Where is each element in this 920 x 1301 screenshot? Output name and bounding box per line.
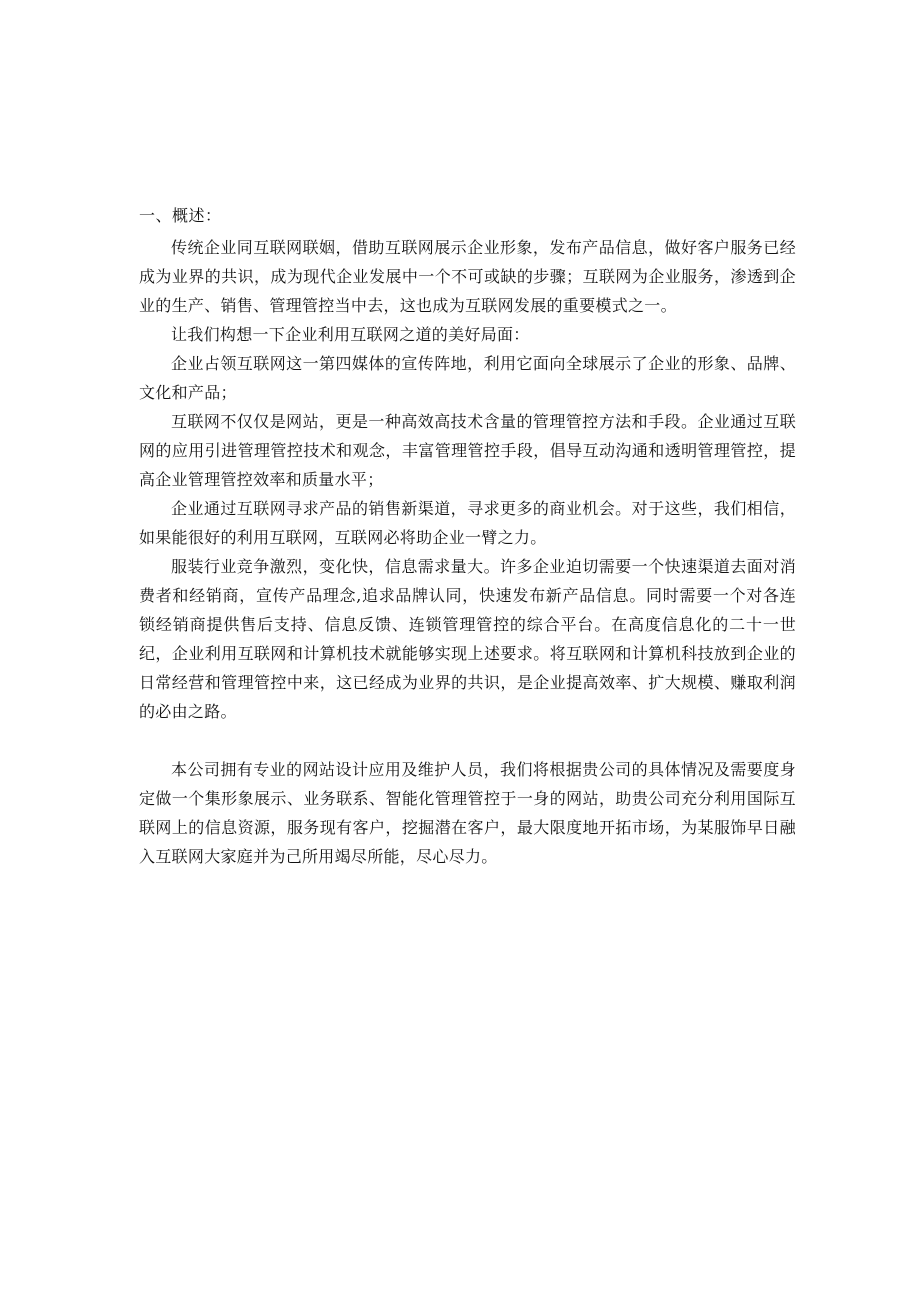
paragraph-intro: 传统企业同互联网联姻，借助互联网展示企业形象，发布产品信息，做好客户服务已经成为业界的共识，成为现代企业发展中一个不可或缺的步骤；互联网为企业服务，渗透到企业的生产、销售、管理管控当中去，这也成为互联网发展的重要模式之一。 (139, 238, 796, 315)
paragraph-branding: 企业占领互联网这一第四媒体的宣传阵地，利用它面向全球展示了企业的形象、品牌、文化和产品； (139, 354, 796, 402)
section-heading: 一、概述： (139, 206, 222, 225)
paragraph-spacer (139, 726, 796, 755)
document-page (139, 203, 796, 871)
paragraph-vision: 让我们构想一下企业利用互联网之道的美好局面： (171, 325, 530, 344)
paragraph-sales-channels: 企业通过互联网寻求产品的销售新渠道，寻求更多的商业机会。对于这些，我们相信，如果能很好的利用互联网，互联网必将助企业一臂之力。 (139, 499, 796, 547)
paragraph-management: 互联网不仅仅是网站，更是一种高效高技术含量的管理管控方法和手段。企业通过互联网的应用引进管理管控技术和观念，丰富管理管控手段，倡导互动沟通和透明管理管控，提高企业管理管控效率和质量水平； (139, 412, 796, 489)
paragraph-apparel-industry: 服装行业竞争激烈，变化快，信息需求量大。许多企业迫切需要一个快速渠道去面对消费者和经销商，宣传产品理念,追求品牌认同，快速发布新产品信息。同时需要一个对各连锁经销商提供售后支持、信息反馈、连锁管理管控的综合平台。在高度信息化的二十一世纪，企业利用互联网和计算机技术就能够实现上述要求。将互联网和计算机科技放到企业的日常经营和管理管控中来，这已经成为业界的共识，是企业提高效率、扩大规模、赚取利润的必由之路。 (139, 557, 796, 721)
paragraph-company-offer: 本公司拥有专业的网站设计应用及维护人员，我们将根据贵公司的具体情况及需要度身定做一个集形象展示、业务联系、智能化管理管控于一身的网站，助贵公司充分利用国际互联网上的信息资源，服务现有客户，挖掘潜在客户，最大限度地开拓市场，为某服饰早日融入互联网大家庭并为己所用竭尽所能，尽心尽力。 (139, 760, 796, 866)
